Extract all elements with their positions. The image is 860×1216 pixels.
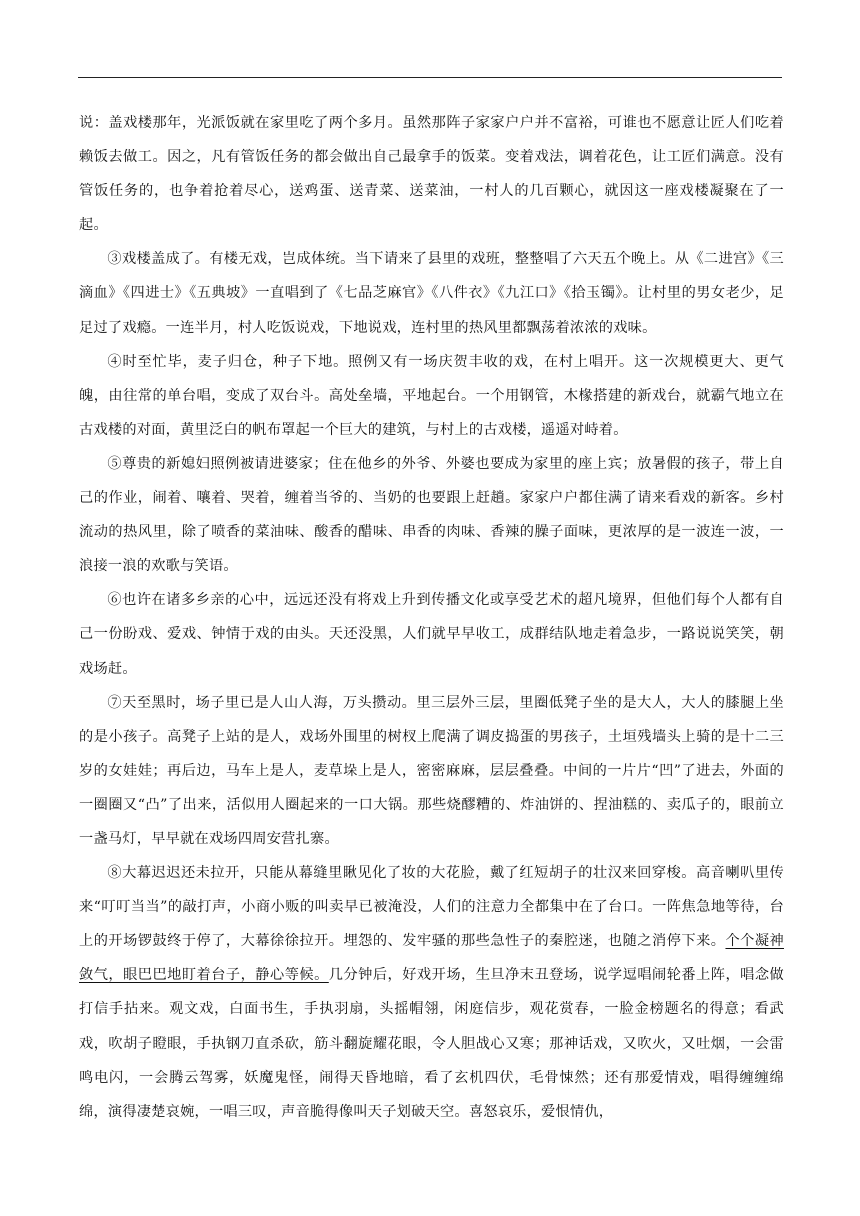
underlined-sentence: 个个凝神敛气，眼巴巴地盯着台子，静心等候。	[79, 933, 784, 984]
paragraph-8	[79, 856, 784, 1129]
paragraph-7: ⑦天至黑时，场子里已是人山人海，万头攒动。里三层外三层，里圈低凳子坐的是大人，大人的膝腿上坐的是小孩子。高凳子上站的是人，戏场外围里的树杈上爬满了调皮捣蛋的男孩子，土垣残墙头上骑的是十二三岁的女娃娃；再后边，马车上是人，麦草垛上是人，密密麻麻，层层叠叠。中间的一片片“凹”了进去，外面的一圈圈又“凸”了出来，活似用人圈起来的一口大锅。那些烧醪糟的、炸油饼的、捏油糕的、卖瓜子的，眼前立一盏马灯，早早就在戏场四周安营扎寨。	[79, 694, 784, 847]
paragraph-4: ④时至忙毕，麦子归仓，种子下地。照例又有一场庆贺丰收的戏，在村上唱开。这一次规模更大、更气魄，由往常的单台唱，变成了双台斗。高处垒墙，平地起台。一个用钢管，木椽搭建的新戏台，就霸气地立在古戏楼的对面，黄里泛白的帆布罩起一个巨大的建筑，与村上的古戏楼，遥遥对峙着。	[79, 353, 784, 438]
paragraph-3: ③戏楼盖成了。有楼无戏，岂成体统。当下请来了县里的戏班，整整唱了六天五个晚上。从《二进宫》《三滴血》《四进士》《五典坡》一直唱到了《七品芝麻官》《八件衣》《九江口》《拾玉镯》。让村里的男女老少，足足过了戏瘾。一连半月，村人吃饭说戏，下地说戏，连村里的热风里都飘荡着浓浓的戏味。	[79, 251, 784, 336]
essay-body	[79, 106, 784, 1129]
header-rule	[78, 77, 782, 78]
paragraph-5: ⑤尊贵的新媳妇照例被请进婆家；住在他乡的外爷、外婆也要成为家里的座上宾；放暑假的孩子，带上自己的作业，闹着、嚷着、哭着，缠着当爷的、当奶的也要跟上赶趟。家家户户都住满了请来看戏的新客。乡村流动的热风里，除了喷香的菜油味、酸香的醋味、串香的肉味、香辣的臊子面味，更浓厚的是一波连一波，一浪接一浪的欢歌与笑语。	[79, 455, 784, 575]
paragraph-8-text-after: 几分钟后，好戏开场，生旦净末丑登场，说学逗唱闹轮番上阵，唱念做打信手拈来。观文戏，白面书生，手执羽扇，头摇帽翎，闲庭信步，观花赏春，一脸金榜题名的得意；看武戏，吹胡子瞪眼，手执钢刀直杀砍，筋斗翻旋耀花眼，令人胆战心又寒；那神话戏，又吹火，又吐烟，一会雷鸣电闪，一会腾云驾雾，妖魔鬼怪，闹得天昏地暗，看了玄机四伏，毛骨悚然；还有那爱情戏，唱得缠缠绵绵，演得凄楚哀婉，一唱三叹，声音脆得像叫天子划破天空。喜怒哀乐，爱恨情仇，	[79, 967, 784, 1120]
paragraph-continued: 说：盖戏楼那年，光派饭就在家里吃了两个多月。虽然那阵子家家户户并不富裕，可谁也不愿意让匠人们吃着赖饭去做工。因之，凡有管饭任务的都会做出自己最拿手的饭菜。变着戏法，调着花色，让工匠们满意。没有管饭任务的，也争着抢着尽心，送鸡蛋、送青菜、送菜油，一村人的几百颗心，就因这一座戏楼凝聚在了一起。	[79, 115, 784, 234]
paragraph-8-text-before: ⑧大幕迟迟还未拉开，只能从幕缝里瞅见化了妆的大花脸，戴了红短胡子的壮汉来回穿梭。高音喇叭里传来“叮叮当当”的敲打声，小商小贩的叫卖早已被淹没，人们的注意力全都集中在了台口。一阵焦急地等待，台上的开场锣鼓终于停了，大幕徐徐拉开。埋怨的、发牢骚的那些急性子的秦腔迷，也随之消停下来。	[79, 865, 784, 950]
paragraph-6: ⑥也许在诸多乡亲的心中，远远还没有将戏上升到传播文化或享受艺术的超凡境界，但他们每个人都有自己一份盼戏、爱戏、钟情于戏的由头。天还没黑，人们就早早收工，成群结队地走着急步，一路说说笑笑，朝戏场赶。	[79, 592, 784, 677]
